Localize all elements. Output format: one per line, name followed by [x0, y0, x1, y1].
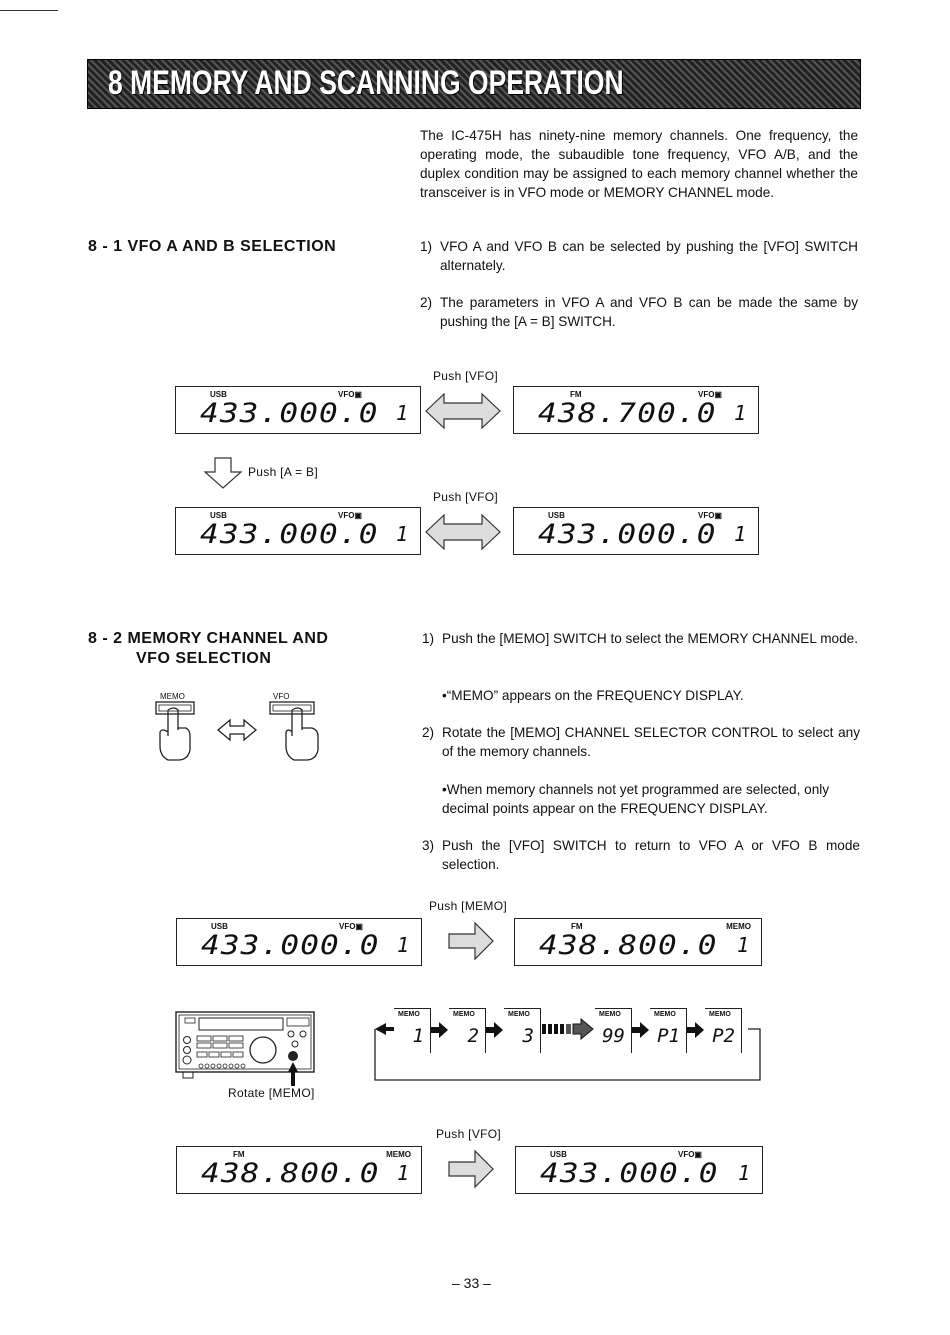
section-8-2-heading-line-1: 8 - 2 MEMORY CHANNEL AND — [88, 630, 329, 647]
frequency-readout: 433.000.0 — [540, 1158, 719, 1189]
push-a-equals-b-label: Push [A = B] — [248, 465, 318, 479]
channel-readout: 1 — [395, 522, 408, 546]
frequency-display — [515, 1146, 763, 1194]
switch-hands-icon — [150, 700, 330, 766]
frequency-readout: 438.700.0 — [538, 398, 717, 429]
vfo-tag: VFO▣ — [337, 390, 362, 399]
double-arrow-icon — [424, 390, 502, 432]
vfo-tag: VFO▣ — [677, 1150, 702, 1159]
channel-number: 3 — [522, 1025, 534, 1047]
push-vfo-label-1: Push [VFO] — [433, 369, 499, 383]
arrow-right-icon — [632, 1022, 650, 1038]
section-8-2-item-2 — [422, 723, 860, 761]
page-number: – 33 – — [452, 1275, 491, 1291]
frequency-display — [175, 507, 421, 555]
memo-tag: MEMO — [386, 1150, 411, 1159]
vfo-switch-label: VFO — [273, 692, 290, 701]
frequency-display — [176, 1146, 422, 1194]
mode-label: USB — [211, 922, 228, 931]
frequency-readout: 433.000.0 — [200, 398, 379, 429]
section-8-2-bullet-1: •“MEMO” appears on the FREQUENCY DISPLAY. — [442, 688, 744, 703]
memory-channel-box — [595, 1008, 632, 1053]
top-rule — [0, 10, 58, 11]
arrow-right-icon — [687, 1022, 705, 1038]
memo-tag: MEMO — [709, 1011, 731, 1018]
mode-label: USB — [210, 390, 227, 399]
frequency-display — [176, 918, 422, 966]
item-text: Push the [MEMO] SWITCH to select the MEMORY CHANNEL mode. — [442, 631, 858, 646]
memo-tag: MEMO — [508, 1011, 530, 1018]
mode-label: USB — [548, 511, 565, 520]
frequency-display — [175, 386, 421, 434]
section-8-1-item-1 — [420, 237, 858, 275]
banner-title: 8 MEMORY AND SCANNING OPERATION — [108, 64, 624, 102]
memo-switch-label: MEMO — [160, 692, 185, 701]
skip-arrow-icon — [541, 1018, 595, 1040]
memory-channel-box — [650, 1008, 687, 1053]
frequency-readout: 438.800.0 — [539, 930, 718, 961]
transceiver-icon — [175, 1010, 317, 1088]
memory-channel-box — [504, 1008, 541, 1053]
section-8-1-item-2 — [420, 293, 858, 331]
frequency-display — [513, 507, 759, 555]
push-vfo-label-3: Push [VFO] — [436, 1127, 502, 1141]
channel-readout: 1 — [733, 522, 746, 546]
section-banner — [87, 59, 861, 109]
section-8-2-bullet-2: •When memory channels not yet programmed are selected, only decimal points appear on the FREQUENCY DISPLAY. — [442, 782, 830, 816]
memo-tag: MEMO — [453, 1011, 475, 1018]
item-number: 1) — [422, 631, 435, 646]
vfo-tag: VFO▣ — [337, 511, 362, 520]
mode-label: USB — [210, 511, 227, 520]
vfo-tag: VFO▣ — [697, 390, 722, 399]
frequency-readout: 438.800.0 — [201, 1158, 380, 1189]
memory-channel-box — [449, 1008, 486, 1053]
mode-label: FM — [570, 390, 582, 399]
section-8-2-heading-line-2: VFO SELECTION — [136, 650, 272, 667]
item-number: 1) — [420, 239, 433, 254]
item-number: 3) — [422, 838, 435, 853]
channel-readout: 1 — [733, 401, 746, 425]
channel-readout: 1 — [396, 933, 409, 957]
frequency-display — [514, 918, 762, 966]
arrow-right-icon — [431, 1022, 449, 1038]
channel-number: 2 — [467, 1025, 479, 1047]
channel-readout: 1 — [396, 1161, 409, 1185]
memo-tag: MEMO — [398, 1011, 420, 1018]
double-arrow-icon — [424, 511, 502, 553]
memo-tag: MEMO — [599, 1011, 621, 1018]
mode-label: FM — [233, 1150, 245, 1159]
right-arrow-icon — [447, 920, 495, 962]
right-arrow-icon — [447, 1148, 495, 1190]
channel-number: 99 — [602, 1025, 625, 1047]
vfo-tag: VFO▣ — [697, 511, 722, 520]
channel-readout: 1 — [395, 401, 408, 425]
frequency-readout: 433.000.0 — [538, 519, 717, 550]
frequency-readout: 433.000.0 — [201, 930, 380, 961]
push-vfo-label-2: Push [VFO] — [433, 490, 499, 504]
item-text: Rotate the [MEMO] CHANNEL SELECTOR CONTROL to select any of the memory channels. — [442, 725, 860, 759]
push-memo-label: Push [MEMO] — [429, 899, 507, 913]
channel-readout: 1 — [737, 1161, 750, 1185]
mode-label: FM — [571, 922, 583, 931]
memory-channel-box — [705, 1008, 742, 1053]
memo-tag: MEMO — [726, 922, 751, 931]
rotate-memo-label: Rotate [MEMO] — [228, 1086, 315, 1100]
down-arrow-icon — [203, 456, 243, 490]
item-text: The parameters in VFO A and VFO B can be made the same by pushing the [A = B] SWITCH. — [440, 295, 858, 329]
memory-channel-box — [394, 1008, 431, 1053]
frequency-display — [513, 386, 759, 434]
intro-paragraph: The IC-475H has ninety-nine memory channels. One frequency, the operating mode, the subaudible tone frequency, VFO A/B, and the duplex condition may be assigned to each memory channel whether the transceiver is in VFO mode or MEMORY CHANNEL mode. — [420, 128, 858, 200]
channel-readout: 1 — [736, 933, 749, 957]
section-8-2-item-3 — [422, 836, 860, 874]
section-8-2-item-1 — [422, 629, 860, 648]
item-number: 2) — [422, 725, 435, 740]
channel-number: P2 — [712, 1025, 735, 1047]
channel-number: 1 — [412, 1025, 424, 1047]
item-number: 2) — [420, 295, 433, 310]
mode-label: USB — [550, 1150, 567, 1159]
memo-tag: MEMO — [654, 1011, 676, 1018]
channel-number: P1 — [657, 1025, 680, 1047]
arrow-right-icon — [486, 1022, 504, 1038]
frequency-readout: 433.000.0 — [200, 519, 379, 550]
vfo-tag: VFO▣ — [338, 922, 363, 931]
item-text: Push the [VFO] SWITCH to return to VFO A or VFO B mode selection. — [442, 838, 860, 872]
section-8-1-heading: 8 - 1 VFO A AND B SELECTION — [88, 238, 337, 255]
item-text: VFO A and VFO B can be selected by pushing the [VFO] SWITCH alternately. — [440, 239, 858, 273]
